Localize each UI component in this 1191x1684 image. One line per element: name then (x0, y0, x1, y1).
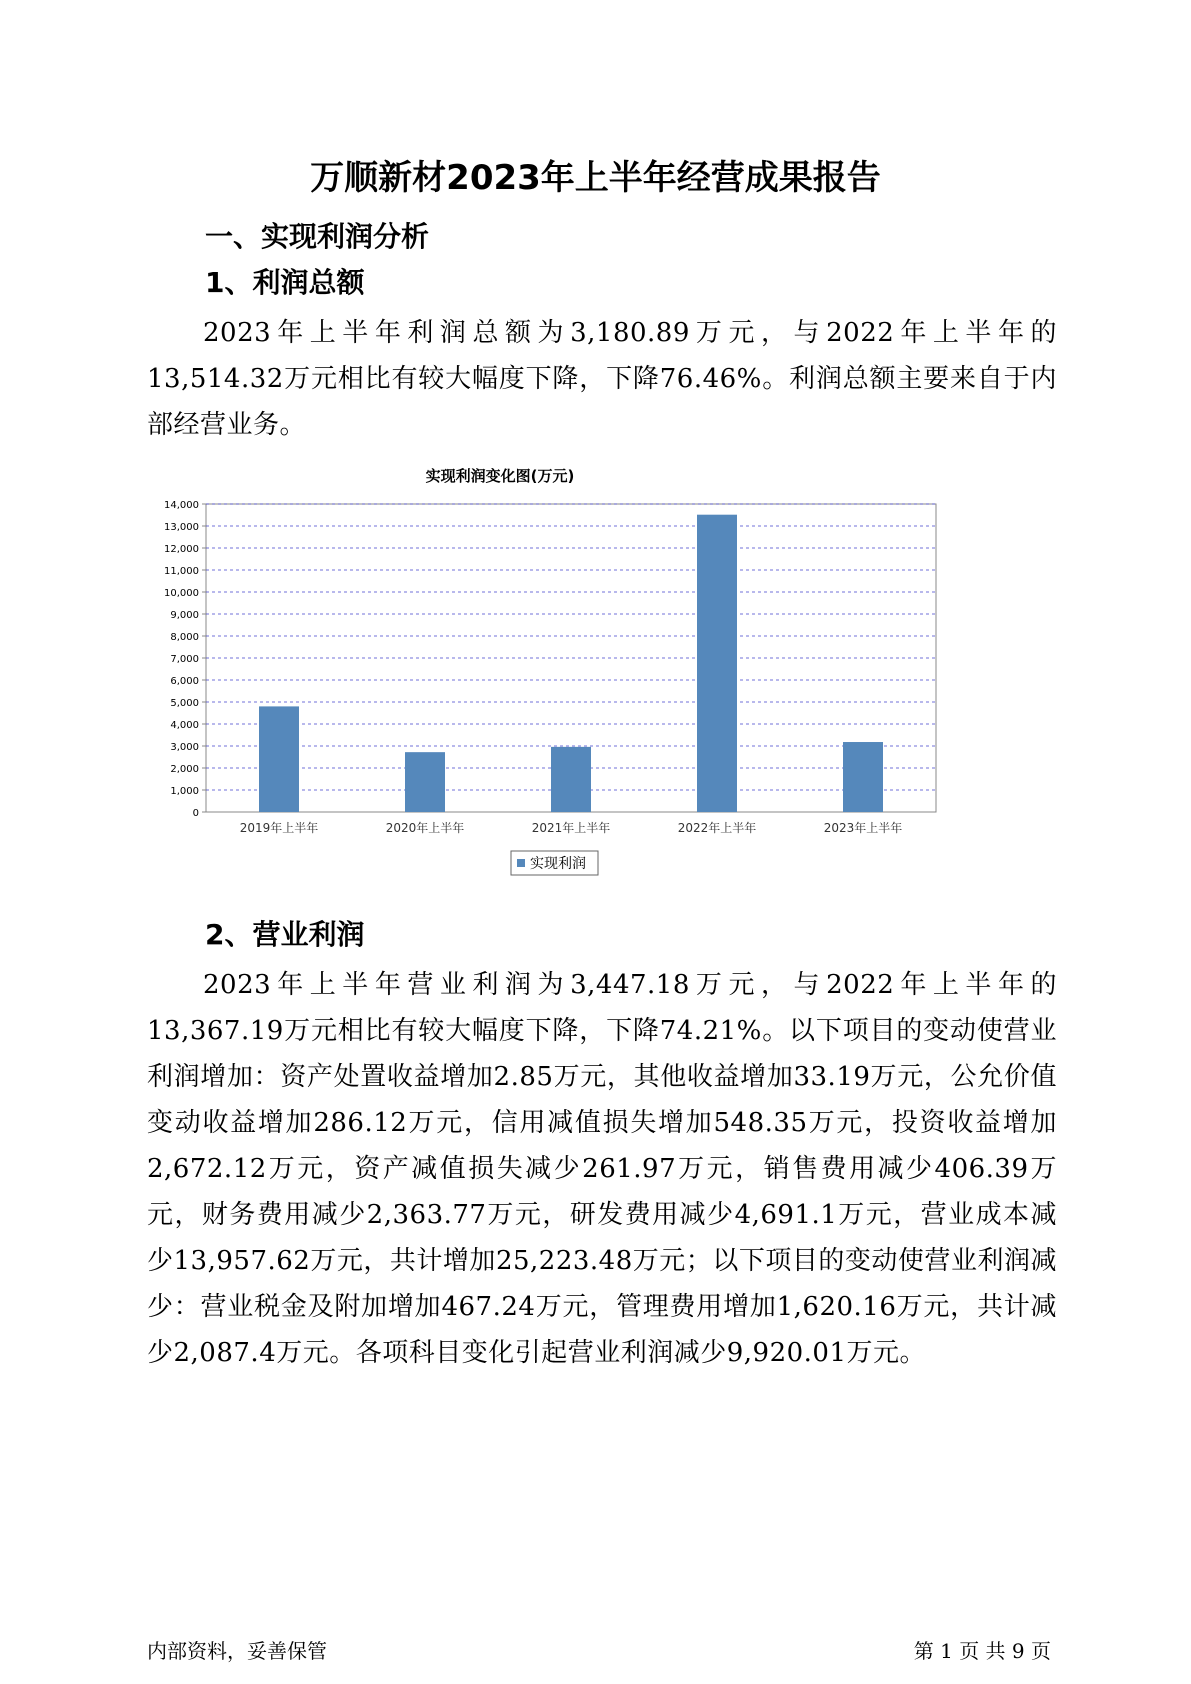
paragraph-operating-profit: 2023年上半年营业利润为3,447.18万元，与2022年上半年的13,367.19万元相比有较大幅度下降，下降74.21%。以下项目的变动使营业利润增加：资产处置收益增加2.85万元，其他收益增加33.19万元，公允价值变动收益增加286.12万元，信用减值损失增加548.35万元，投资收益增加2,672.12万元，资产减值损失减少261.97万元，销售费用减少406.39万元，财务费用减少2,363.77万元，研发费用减少4,691.1万元，营业成本减少13,957.62万元，共计增加25,223.48万元；以下项目的变动使营业利润减少：营业税金及附加增加467.24万元，管理费用增加1,620.16万元，共计减少2,087.4万元。各项科目变化引起营业利润减少9,920.01万元。 (147, 970, 1057, 1368)
y-tick-label: 5,000 (170, 698, 199, 709)
y-tick-label: 9,000 (170, 610, 199, 621)
y-tick-label: 10,000 (164, 588, 199, 599)
chart-title: 实现利润变化图(万元) (425, 467, 575, 485)
y-tick-label: 12,000 (164, 544, 199, 555)
y-tick-label: 14,000 (164, 500, 199, 511)
footer-page-number: 第 1 页 共 9 页 (913, 1639, 1051, 1663)
y-tick-label: 8,000 (170, 632, 199, 643)
section-heading-profit-analysis: 一、实现利润分析 (205, 220, 430, 253)
bar-4 (697, 515, 737, 812)
chart-legend (511, 851, 598, 875)
bar-2 (405, 752, 445, 812)
x-tick-label: 2022年上半年 (677, 821, 757, 835)
paragraph-total-profit: 2023年上半年利润总额为3,180.89万元，与2022年上半年的13,514.32万元相比有较大幅度下降，下降76.46%。利润总额主要来自于内部经营业务。 (147, 318, 1057, 440)
x-tick-label: 2019年上半年 (239, 821, 319, 835)
y-tick-label: 6,000 (170, 676, 199, 687)
profit-bar-chart (150, 467, 950, 885)
y-tick-label: 7,000 (170, 654, 199, 665)
y-tick-label: 1,000 (170, 786, 199, 797)
subsection-heading-total-profit: 1、利润总额 (205, 266, 365, 299)
legend-label-realized-profit: 实现利润 (530, 856, 586, 872)
bar-3 (551, 747, 591, 812)
y-tick-label: 4,000 (170, 720, 199, 731)
bar-5 (843, 742, 883, 812)
x-axis-ticks (240, 820, 903, 835)
subsection-heading-operating-profit: 2、营业利润 (205, 918, 365, 951)
y-tick-label: 11,000 (164, 566, 199, 577)
legend-swatch (517, 859, 525, 867)
bar-1 (259, 706, 299, 812)
page-title: 万顺新材2023年上半年经营成果报告 (310, 158, 881, 198)
y-tick-label: 0 (192, 808, 199, 819)
x-tick-label: 2023年上半年 (823, 821, 903, 835)
y-axis-ticks (164, 500, 206, 819)
x-tick-label: 2021年上半年 (531, 821, 611, 835)
y-tick-label: 2,000 (170, 764, 199, 775)
x-tick-label: 2020年上半年 (385, 821, 465, 835)
footer-confidential-note: 内部资料，妥善保管 (147, 1639, 327, 1663)
y-tick-label: 13,000 (164, 522, 199, 533)
y-tick-label: 3,000 (170, 742, 199, 753)
